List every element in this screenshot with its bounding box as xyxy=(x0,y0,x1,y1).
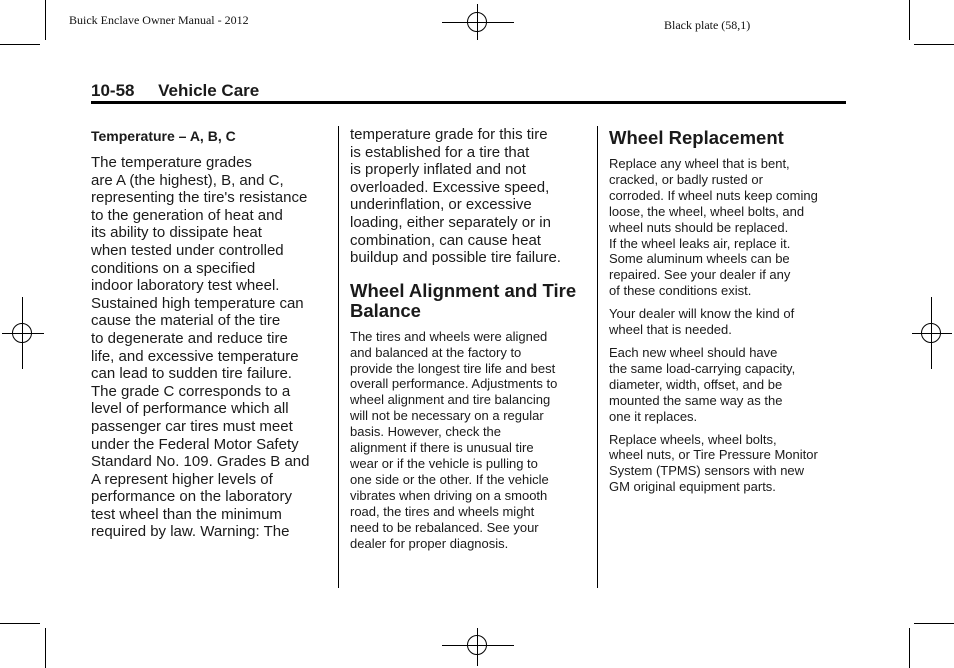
text-line: combination, can cause heat xyxy=(350,231,541,249)
text-line: conditions on a specified xyxy=(91,259,256,277)
column-divider-1 xyxy=(338,126,339,588)
text-line: underinflation, or excessive xyxy=(350,196,532,214)
text-line: need to be rebalanced. See your xyxy=(350,519,539,535)
text-line: wheel alignment and tire balancing xyxy=(350,392,551,408)
text-line: The temperature grades xyxy=(91,154,252,171)
paragraph xyxy=(609,432,849,496)
text-line: loading, either separately or in xyxy=(350,213,551,231)
text-line: corroded. If wheel nuts keep coming xyxy=(609,187,818,203)
text-line: is established for a tire that xyxy=(350,143,530,161)
text-line: to the generation of heat and xyxy=(91,206,283,224)
text-line: can lead to sudden tire failure. xyxy=(91,365,292,383)
text-line: cracked, or badly rusted or xyxy=(609,171,763,187)
text-line: road, the tires and wheels might xyxy=(350,503,535,519)
text-line: wheel nuts should be replaced. xyxy=(609,219,789,235)
text-line: Your dealer will know the kind of xyxy=(609,306,795,322)
text-line: Some aluminum wheels can be xyxy=(609,251,790,267)
text-line: overloaded. Excessive speed, xyxy=(350,178,550,196)
column-1 xyxy=(91,126,331,541)
text-line: wheel that is needed. xyxy=(609,322,732,338)
text-line: when tested under controlled xyxy=(91,241,284,259)
text-line: and balanced at the factory to xyxy=(350,344,522,360)
text-line: overall performance. Adjustments to xyxy=(350,376,558,392)
text-line: alignment if there is unusual tire xyxy=(350,440,534,456)
text-line: GM original equipment parts. xyxy=(609,479,776,495)
section-title: Vehicle Care xyxy=(158,81,260,100)
text-line: vibrates when driving on a smooth xyxy=(350,487,548,503)
text-line: are A (the highest), B, and C, xyxy=(91,171,284,189)
text-line: one side or the other. If the vehicle xyxy=(350,471,549,487)
heading-line: Balance xyxy=(350,299,421,321)
text-line: Sustained high temperature can xyxy=(91,294,304,312)
text-line: provide the longest tire life and best xyxy=(350,360,556,376)
wheel-alignment-heading xyxy=(350,281,586,321)
temperature-continued-paragraph xyxy=(350,126,586,267)
text-line: Replace wheels, wheel bolts, xyxy=(609,431,777,447)
text-line: cause the material of the tire xyxy=(91,312,281,330)
heading-line: Wheel Alignment and Tire xyxy=(350,279,577,301)
text-line: to degenerate and reduce tire xyxy=(91,329,288,347)
wheel-replacement-heading: Wheel Replacement xyxy=(609,127,784,148)
text-line: loose, the wheel, wheel bolts, and xyxy=(609,203,805,219)
text-line: indoor laboratory test wheel. xyxy=(91,277,280,295)
text-line: basis. However, check the xyxy=(350,424,502,440)
page-number: 10-58 xyxy=(91,81,135,100)
text-line: The grade C corresponds to a xyxy=(91,382,291,400)
text-line: Replace any wheel that is bent, xyxy=(609,156,790,171)
text-line: wear or if the vehicle is pulling to xyxy=(350,456,538,471)
paragraph xyxy=(609,345,849,425)
text-line: wheel nuts, or Tire Pressure Monitor xyxy=(609,447,818,463)
text-line: is properly inflated and not xyxy=(350,161,526,179)
text-line: performance on the laboratory xyxy=(91,488,292,506)
text-line: diameter, width, offset, and be xyxy=(609,376,783,392)
text-line: mounted the same way as the xyxy=(609,392,783,408)
text-line: temperature grade for this tire xyxy=(350,126,548,143)
text-line: life, and excessive temperature xyxy=(91,347,299,365)
text-line: System (TPMS) sensors with new xyxy=(609,463,805,479)
text-line: will not be necessary on a regular xyxy=(350,408,544,424)
text-line: A represent higher levels of xyxy=(91,470,273,488)
plate-label: Black plate (58,1) xyxy=(664,18,751,32)
page-header xyxy=(91,81,259,101)
text-line: required by law. Warning: The xyxy=(91,523,290,541)
header-rule xyxy=(91,101,846,104)
text-line: level of performance which all xyxy=(91,400,289,418)
text-line: repaired. See your dealer if any xyxy=(609,267,791,283)
temperature-paragraph xyxy=(91,154,331,541)
wheel-alignment-paragraph xyxy=(350,329,586,552)
text-line: Standard No. 109. Grades B and xyxy=(91,453,310,471)
paragraph xyxy=(609,306,849,338)
text-line: If the wheel leaks air, replace it. xyxy=(609,235,791,251)
text-line: of these conditions exist. xyxy=(609,283,752,299)
text-line: passenger car tires must meet xyxy=(91,417,293,435)
text-line: under the Federal Motor Safety xyxy=(91,435,299,453)
text-line: buildup and possible tire failure. xyxy=(350,249,561,267)
column-3 xyxy=(609,126,849,502)
text-line: dealer for proper diagnosis. xyxy=(350,535,509,551)
column-2 xyxy=(350,126,586,551)
paragraph xyxy=(609,156,849,299)
text-line: The tires and wheels were aligned xyxy=(350,328,548,344)
column-divider-2 xyxy=(597,126,598,588)
temperature-heading: Temperature – A, B, C xyxy=(91,128,236,144)
text-line: the same load-carrying capacity, xyxy=(609,360,796,376)
text-line: Each new wheel should have xyxy=(609,344,778,360)
text-line: one it replaces. xyxy=(609,408,698,424)
text-line: its ability to dissipate heat xyxy=(91,224,262,242)
text-line: representing the tire's resistance xyxy=(91,189,308,207)
manual-title: Buick Enclave Owner Manual - 2012 xyxy=(69,13,249,27)
text-line: test wheel than the minimum xyxy=(91,505,282,523)
wheel-replacement-body xyxy=(609,156,849,495)
